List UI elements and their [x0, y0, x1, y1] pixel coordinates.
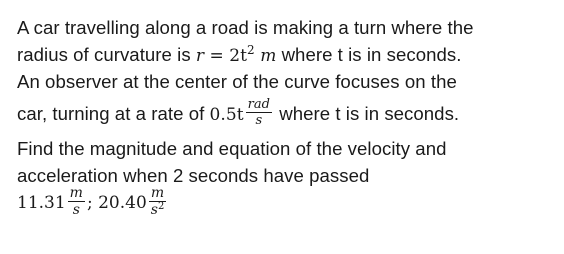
rate-expression — [210, 105, 244, 125]
acceleration-value: 20.40 — [98, 193, 147, 213]
problem-line-3: An observer at the center of the curve focuses on the — [17, 71, 457, 92]
problem-line-2 — [17, 41, 557, 68]
acceleration-unit-base: s — [150, 202, 158, 218]
radius-text: radius of curvature is — [17, 44, 196, 65]
velocity-unit-fraction — [68, 186, 85, 217]
acceleration-unit-exponent: 2 — [157, 201, 165, 212]
acceleration-unit-numerator: m — [149, 186, 167, 202]
answer-line — [17, 185, 168, 219]
problem-line-4 — [17, 95, 557, 135]
acceleration-unit-fraction — [149, 186, 167, 217]
rate-value: 0.5t — [209, 105, 244, 125]
answer-separator: ; — [86, 193, 93, 213]
radius-equation — [195, 43, 277, 66]
rate-unit-fraction — [246, 98, 272, 127]
rate-tail-text: where t is in seconds. — [274, 103, 460, 124]
acceleration-unit-denominator — [149, 202, 167, 217]
velocity-value: 11.31 — [17, 193, 66, 213]
problem-line-5: Find the magnitude and equation of the velocity and — [17, 138, 447, 159]
radius-expression: = 2t — [204, 46, 248, 66]
rate-unit-numerator: rad — [247, 96, 271, 112]
radius-unit: m — [254, 46, 277, 66]
problem-line-1: A car travelling along a road is making a turn where the — [17, 17, 474, 38]
radius-exponent: 2 — [247, 43, 255, 57]
radius-variable: r — [195, 46, 205, 66]
problem-line-6: acceleration when 2 seconds have passed — [17, 165, 370, 186]
velocity-unit-denominator: s — [72, 202, 80, 218]
radius-tail-text: where t is in seconds. — [276, 44, 462, 65]
rate-unit-denominator: s — [255, 112, 263, 128]
rate-text: car, turning at a rate of — [17, 103, 210, 124]
problem-statement — [17, 14, 557, 189]
velocity-unit-numerator: m — [69, 185, 83, 201]
